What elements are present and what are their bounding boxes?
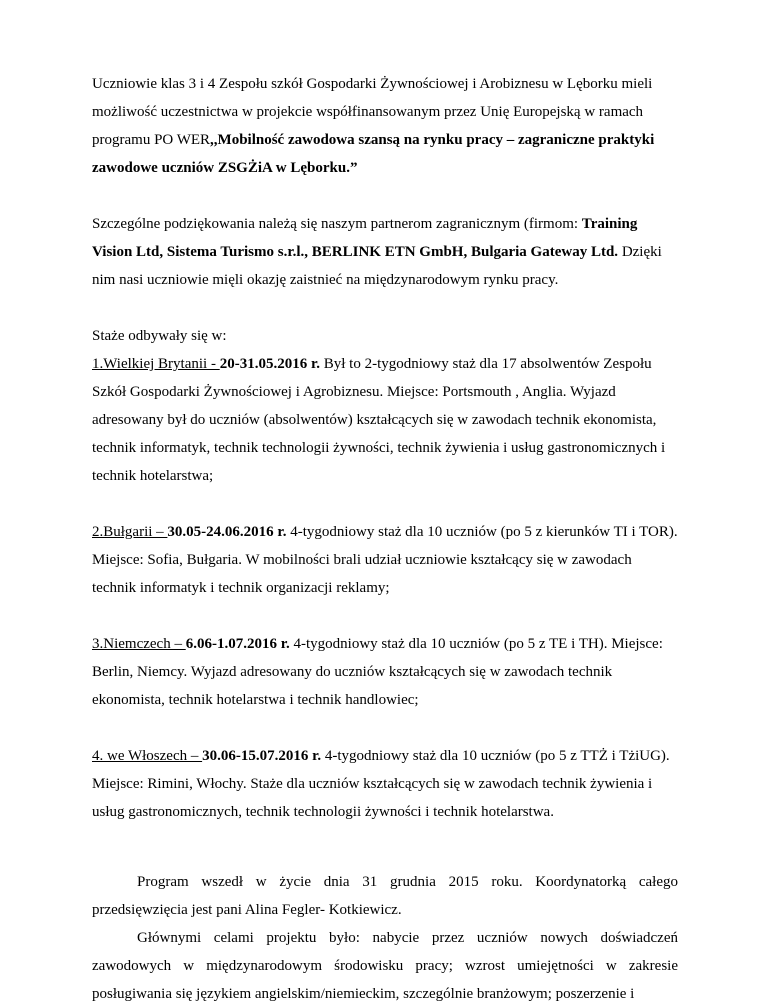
goals-paragraph: Głównymi celami projektu było: nabycie przez uczniów nowych doświadczeń zawodowych w międzynarodowym środowisku pracy; wzrost umiejętności w zakresie posługiwania się językiem angielskim/niemieckim, szczególnie branżowym; poszerzenie i <box>92 930 678 1002</box>
intro-paragraph <box>92 70 678 182</box>
project-title: ,,Mobilność zawodowa szansą na rynku pracy – zagraniczne praktyki zawodowe uczniów ZSGŻiA w Lęborku.” <box>92 132 655 176</box>
intro-text: Uczniowie klas 3 i 4 Zespołu szkół Gospodarki Żywnościowej i Arobiznesu w Lęborku mieli możliwość uczestnictwa w projekcie współfinansowanym przez Unię Europejską w ramach programu PO WER <box>92 76 653 148</box>
internship-place: 4. we Włoszech – <box>92 748 203 764</box>
internships-heading: Staże odbywały się w: <box>92 328 227 344</box>
internship-item-italy <box>92 742 678 826</box>
partner-names: Training Vision Ltd, Sistema Turismo s.r.l., BERLINK ETN GmbH, Bulgaria Gateway Ltd. <box>92 216 638 260</box>
internship-place: 3.Niemczech – <box>92 636 186 652</box>
internship-dates: 20-31.05.2016 r. <box>219 356 320 372</box>
internship-text: 4-tygodniowy staż dla 10 uczniów (po 5 z TE i TH). Miejsce: Berlin, Niemcy. Wyjazd adresowany do uczniów kształcących się w zawodach technik ekonomista, technik hotelarstwa i technik handlowiec; <box>92 636 663 708</box>
thanks-closing: Dzięki nim nasi uczniowie mięli okazję zaistnieć na międzynarodowym rynku pracy. <box>92 244 662 288</box>
internship-text: 4-tygodniowy staż dla 10 uczniów (po 5 z kierunków TI i TOR). Miejsce: Sofia, Bułgaria. W mobilności brali udział uczniowie kształcący się w zawodach technik informatyk i technik organizacji reklamy; <box>92 524 678 596</box>
thanks-paragraph <box>92 210 678 294</box>
internship-place: 2.Bułgarii – <box>92 524 168 540</box>
internship-text: Był to 2-tygodniowy staż dla 17 absolwentów Zespołu Szkół Gospodarki Żywnościowej i Agrobiznesu. Miejsce: Portsmouth , Anglia. Wyjazd adresowany był do uczniów (absolwentów) kształcących się w zawodach technik ekonomista, technik informatyk, technik technologii żywności, technik żywienia i usług gastronomicznych i technik hotelarstwa; <box>92 356 666 484</box>
internship-text: 4-tygodniowy staż dla 10 uczniów (po 5 z TTŻ i TżiUG). Miejsce: Rimini, Włochy. Staże dla uczniów kształcących się w zawodach technik żywienia i usług gastronomicznych, technik technologii żywności i technik hotelarstwa. <box>92 748 670 820</box>
internship-item-uk <box>92 350 678 490</box>
internship-item-germany <box>92 630 678 714</box>
internship-dates: 30.06-15.07.2016 r. <box>202 748 322 764</box>
internship-dates: 30.05-24.06.2016 r. <box>167 524 287 540</box>
document-page <box>92 70 678 1008</box>
internship-place: 1.Wielkiej Brytanii - <box>92 356 220 372</box>
internship-dates: 6.06-1.07.2016 r. <box>185 636 290 652</box>
internship-item-bulgaria <box>92 518 678 602</box>
program-paragraph: Program wszedł w życie dnia 31 grudnia 2015 roku. Koordynatorką całego przedsięwzięcia jest pani Alina Fegler- Kotkiewicz. <box>92 874 678 918</box>
thanks-text: Szczególne podziękowania należą się naszym partnerom zagranicznym (firmom: <box>92 216 582 232</box>
